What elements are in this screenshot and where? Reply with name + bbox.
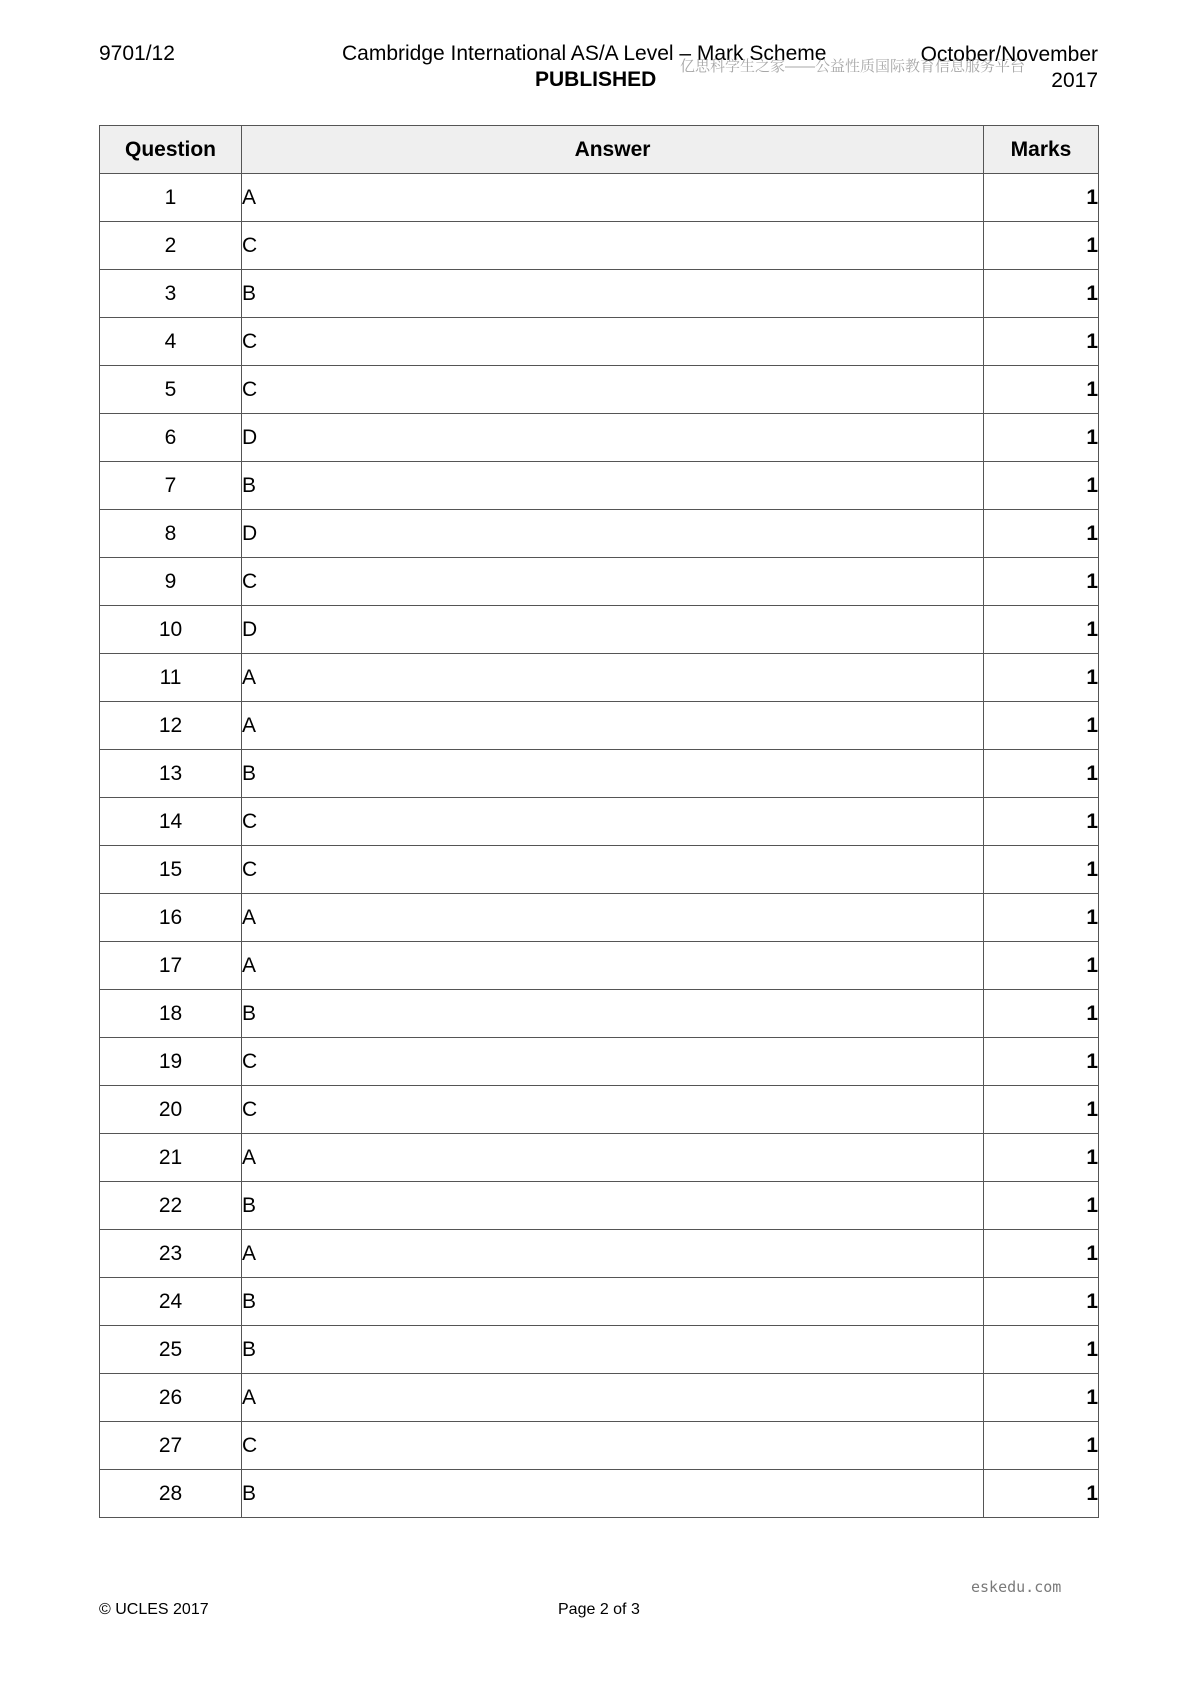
table-row	[100, 270, 1099, 318]
column-header-answer: Answer	[242, 126, 984, 174]
question-number: 2	[100, 222, 242, 270]
answer-cell: B	[242, 750, 984, 798]
question-number: 18	[100, 990, 242, 1038]
table-row	[100, 366, 1099, 414]
table-body	[100, 174, 1099, 1518]
answer-cell: C	[242, 1086, 984, 1134]
marks-cell: 1	[984, 702, 1099, 750]
marks-cell: 1	[984, 510, 1099, 558]
table-row	[100, 1278, 1099, 1326]
question-number: 9	[100, 558, 242, 606]
answer-cell: C	[242, 366, 984, 414]
marks-cell: 1	[984, 1326, 1099, 1374]
table-row	[100, 1374, 1099, 1422]
table-row	[100, 798, 1099, 846]
question-number: 1	[100, 174, 242, 222]
question-number: 11	[100, 654, 242, 702]
question-number: 25	[100, 1326, 242, 1374]
published-label: PUBLISHED	[535, 68, 657, 91]
table-row	[100, 1422, 1099, 1470]
question-number: 20	[100, 1086, 242, 1134]
answer-cell: A	[242, 174, 984, 222]
column-header-question: Question	[100, 126, 242, 174]
answer-cell: D	[242, 414, 984, 462]
table-row	[100, 1086, 1099, 1134]
marks-cell: 1	[984, 222, 1099, 270]
marks-cell: 1	[984, 270, 1099, 318]
table-row	[100, 558, 1099, 606]
table-row	[100, 222, 1099, 270]
marks-cell: 1	[984, 990, 1099, 1038]
marks-cell: 1	[984, 606, 1099, 654]
question-number: 24	[100, 1278, 242, 1326]
marks-cell: 1	[984, 798, 1099, 846]
answer-cell: D	[242, 510, 984, 558]
marks-cell: 1	[984, 846, 1099, 894]
table-row	[100, 1182, 1099, 1230]
question-number: 10	[100, 606, 242, 654]
marks-cell: 1	[984, 1230, 1099, 1278]
question-number: 17	[100, 942, 242, 990]
answer-cell: A	[242, 1230, 984, 1278]
answer-cell: B	[242, 462, 984, 510]
marks-cell: 1	[984, 750, 1099, 798]
site-watermark: eskedu.com	[971, 1578, 1062, 1596]
marks-cell: 1	[984, 1278, 1099, 1326]
table-row	[100, 510, 1099, 558]
question-number: 21	[100, 1134, 242, 1182]
marks-cell: 1	[984, 1086, 1099, 1134]
table-row	[100, 990, 1099, 1038]
answer-cell: B	[242, 1278, 984, 1326]
answer-cell: B	[242, 1470, 984, 1518]
answer-cell: C	[242, 1038, 984, 1086]
table-row	[100, 654, 1099, 702]
table-row	[100, 1470, 1099, 1518]
answer-cell: C	[242, 798, 984, 846]
table-row	[100, 462, 1099, 510]
mark-scheme-table	[99, 125, 1099, 1518]
answer-cell: A	[242, 942, 984, 990]
answer-cell: B	[242, 1326, 984, 1374]
marks-cell: 1	[984, 654, 1099, 702]
question-number: 3	[100, 270, 242, 318]
marks-cell: 1	[984, 414, 1099, 462]
marks-cell: 1	[984, 174, 1099, 222]
answer-cell: A	[242, 1374, 984, 1422]
question-number: 26	[100, 1374, 242, 1422]
column-header-marks: Marks	[984, 126, 1099, 174]
table-row	[100, 846, 1099, 894]
marks-cell: 1	[984, 1182, 1099, 1230]
page-number: Page 2 of 3	[558, 1601, 640, 1618]
answer-cell: A	[242, 894, 984, 942]
table-row	[100, 174, 1099, 222]
answer-cell: B	[242, 990, 984, 1038]
question-number: 5	[100, 366, 242, 414]
question-number: 7	[100, 462, 242, 510]
answer-cell: C	[242, 846, 984, 894]
question-number: 4	[100, 318, 242, 366]
answer-cell: D	[242, 606, 984, 654]
question-number: 8	[100, 510, 242, 558]
paper-code: 9701/12	[99, 42, 175, 65]
question-number: 12	[100, 702, 242, 750]
question-number: 23	[100, 1230, 242, 1278]
session-year: 2017	[1051, 69, 1098, 92]
question-number: 22	[100, 1182, 242, 1230]
copyright-notice: © UCLES 2017	[99, 1601, 209, 1618]
table-row	[100, 318, 1099, 366]
question-number: 19	[100, 1038, 242, 1086]
session-series: October/November	[920, 43, 1098, 66]
answer-cell: B	[242, 1182, 984, 1230]
answer-cell: A	[242, 702, 984, 750]
marks-cell: 1	[984, 1374, 1099, 1422]
answer-cell: C	[242, 558, 984, 606]
question-number: 28	[100, 1470, 242, 1518]
table-header-row	[100, 126, 1099, 174]
table-row	[100, 894, 1099, 942]
table-row	[100, 750, 1099, 798]
table-row	[100, 702, 1099, 750]
marks-cell: 1	[984, 894, 1099, 942]
answer-cell: B	[242, 270, 984, 318]
marks-cell: 1	[984, 1422, 1099, 1470]
marks-cell: 1	[984, 942, 1099, 990]
marks-cell: 1	[984, 1134, 1099, 1182]
table-row	[100, 606, 1099, 654]
answer-cell: A	[242, 1134, 984, 1182]
document-title: Cambridge International AS/A Level – Mark Scheme	[342, 42, 827, 65]
answer-cell: C	[242, 318, 984, 366]
table-row	[100, 942, 1099, 990]
question-number: 15	[100, 846, 242, 894]
question-number: 27	[100, 1422, 242, 1470]
marks-cell: 1	[984, 318, 1099, 366]
table-row	[100, 1134, 1099, 1182]
answer-cell: A	[242, 654, 984, 702]
marks-cell: 1	[984, 558, 1099, 606]
table-row	[100, 414, 1099, 462]
marks-cell: 1	[984, 366, 1099, 414]
answer-cell: C	[242, 222, 984, 270]
question-number: 6	[100, 414, 242, 462]
marks-cell: 1	[984, 1038, 1099, 1086]
watermark-text: 亿思科学生之家——公益性质国际教育信息服务平台	[680, 58, 1026, 75]
table-row	[100, 1230, 1099, 1278]
answer-cell: C	[242, 1422, 984, 1470]
question-number: 13	[100, 750, 242, 798]
question-number: 14	[100, 798, 242, 846]
marks-cell: 1	[984, 1470, 1099, 1518]
table-row	[100, 1326, 1099, 1374]
question-number: 16	[100, 894, 242, 942]
marks-cell: 1	[984, 462, 1099, 510]
table-row	[100, 1038, 1099, 1086]
